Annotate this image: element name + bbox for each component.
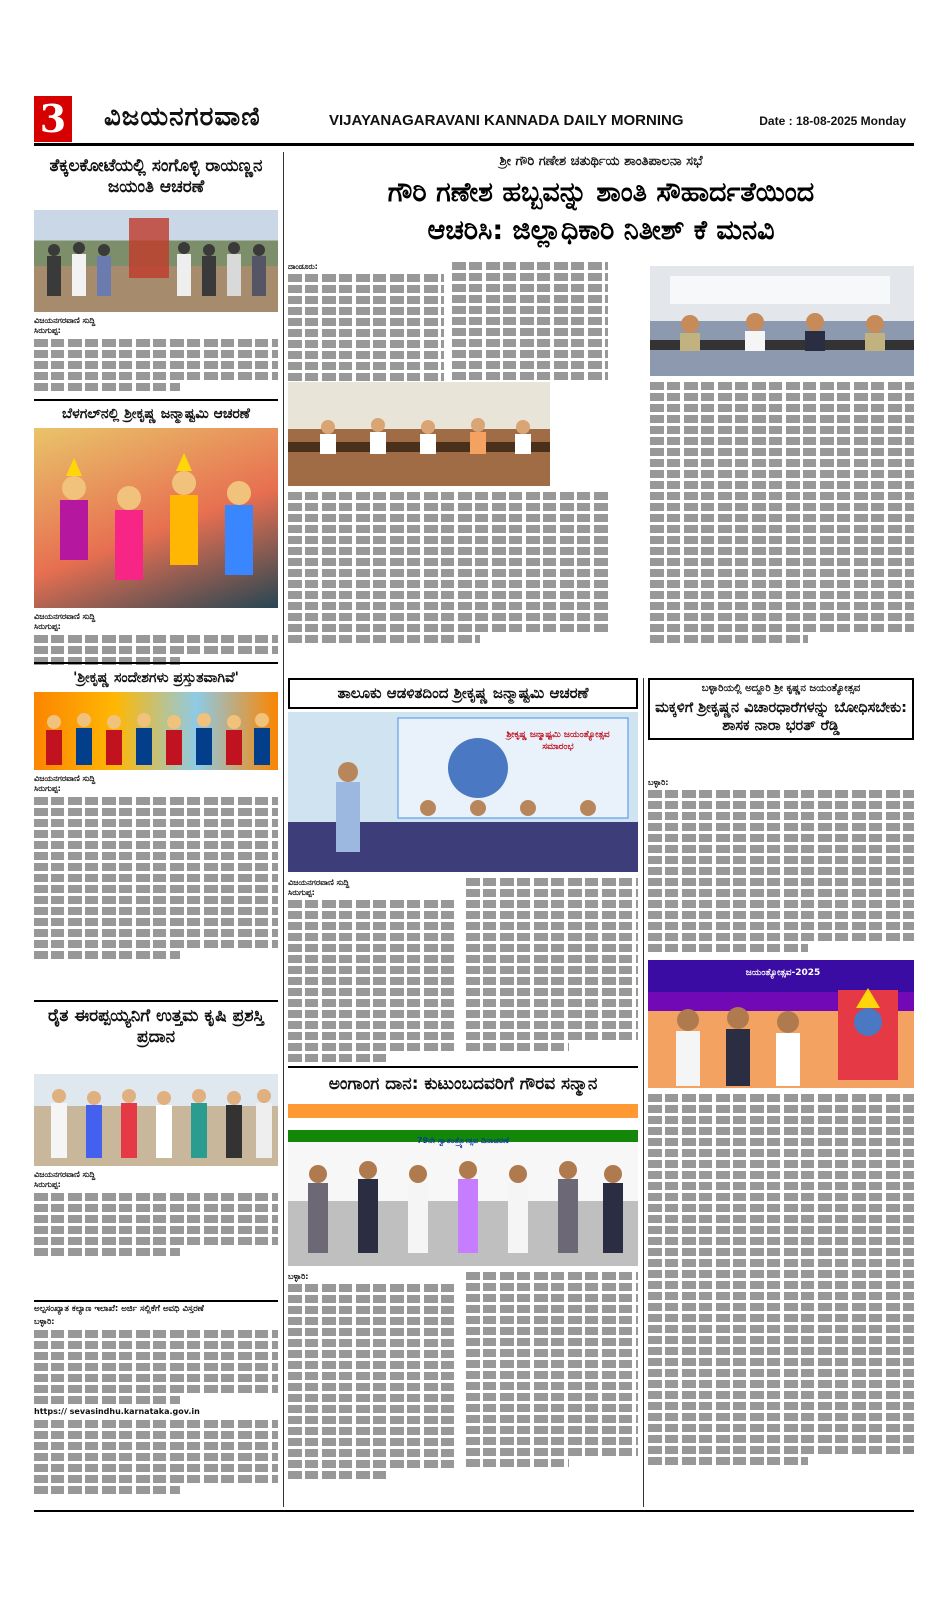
center-column: [288, 678, 638, 1507]
krishna-celebration-body-1: [288, 900, 458, 1062]
notice-dateline: ಬಳ್ಳಾರಿ:: [34, 1317, 55, 1326]
lead-meeting-photo-2: [650, 266, 914, 376]
paper-date: Date : 18-08-2025 Monday: [759, 114, 906, 128]
lead-story-header: [288, 152, 914, 252]
story-rayanna: [34, 152, 278, 335]
krishna-celebration-headline: ತಾಲೂಕು ಆಡಳಿತದಿಂದ ಶ್ರೀಕೃಷ್ಣ ಜನ್ಮಾಷ್ಟಮಿ ಆಚರಣೆ: [288, 678, 638, 709]
story-krishna-message: [34, 668, 278, 793]
right-story-photo: [648, 960, 914, 1088]
column-separator: [283, 152, 284, 1507]
right-story-dateline: ಬಳ್ಳಾರಿ:: [648, 778, 669, 787]
left-column: [34, 152, 278, 1507]
notice-body-2: [34, 1420, 278, 1494]
story-belagal-dateline: ಸಿರುಗುಪ್ಪ:: [34, 622, 61, 631]
column-separator: [643, 678, 644, 1507]
right-story-kicker: ಬಳ್ಳಾರಿಯಲ್ಲಿ ಅದ್ದೂರಿ ಶ್ರೀ ಕೃಷ್ಣನ ಜಯಂತ್ಯೋತ್ಸವ: [701, 683, 861, 694]
krishna-celebration-body-2: [466, 878, 638, 1051]
krishna-celebration-byline: ವಿಜಯನಗರವಾಣಿ ಸುದ್ದಿ: [288, 878, 350, 887]
officials-illustration: [650, 266, 914, 376]
page-number: 3: [34, 96, 72, 142]
farmer-award-photo: [34, 1074, 278, 1166]
story-belagal: [34, 404, 278, 631]
puja-illustration: [648, 960, 914, 1088]
lead-headline-line2: ಆಚರಿಸಿ: ಜಿಲ್ಲಾಧಿಕಾರಿ ನಿತೀಶ್ ಕೆ ಮನವಿ: [427, 215, 775, 246]
right-story-body-1: [648, 790, 914, 952]
right-column: [648, 678, 914, 1507]
notice-minority-welfare: [34, 1304, 278, 1497]
notice-link[interactable]: https:// sevasindhu.karnataka.gov.in: [34, 1407, 200, 1416]
rayanna-photo: [34, 210, 278, 312]
stage-banner-text: ಶ್ರೀಕೃಷ್ಣ ಜನ್ಮಾಷ್ಟಮಿ ಜಯಂತ್ಯೋತ್ಸವ ಸಮಾರಂಭ: [506, 730, 610, 752]
story-farmer-award-byline: ವಿಜಯನಗರವಾಣಿ ಸುದ್ದಿ: [34, 1170, 96, 1179]
right-story-headline: ಮಕ್ಕಳಿಗೆ ಶ್ರೀಕೃಷ್ಣನ ವಿಚಾರಧಾರೆಗಳನ್ನು ಬೋಧಿಸಬೇಕು: ಶಾಸಕ ನಾರಾ ಭರತ್ ರೆಡ್ಡಿ: [655, 699, 907, 734]
masthead: [34, 96, 914, 146]
lead-body-right: [650, 382, 914, 643]
students-illustration: [34, 692, 278, 770]
story-rayanna-byline: ವಿಜಯನಗರವಾಣಿ ಸುದ್ದಿ: [34, 316, 96, 325]
divider: [34, 662, 278, 664]
children-illustration: [34, 428, 278, 608]
story-farmer-award: [34, 1004, 278, 1189]
organ-donation-body-2: [466, 1272, 638, 1467]
peace-meeting-illustration: [288, 382, 550, 486]
divider: [34, 1000, 278, 1002]
lead-dateline: ದಾಂಡೂರು:: [288, 262, 318, 271]
organ-donation-headline: ಅಂಗಾಂಗ ದಾನ: ಕುಟುಂಬದವರಿಗೆ ಗೌರವ ಸನ್ಮಾನ: [328, 1074, 598, 1094]
lead-body-col1: [288, 274, 444, 381]
lead-headline-line1: ಗೌರಿ ಗಣೇಶ ಹಬ್ಬವನ್ನು ಶಾಂತಿ ಸೌಹಾರ್ದತೆಯಿಂದ: [387, 177, 815, 209]
divider: [34, 1300, 278, 1302]
story-rayanna-body: [34, 339, 278, 391]
story-belagal-body: [34, 635, 278, 665]
paper-name: ವಿಜಯನಗರವಾಣಿ: [104, 102, 261, 132]
story-rayanna-headline: ತೆಕ್ಕಲಕೋಟೆಯಲ್ಲಿ ಸಂಗೊಳ್ಳಿ ರಾಯಣ್ಣನ ಜಯಂತಿ ಆಚರಣೆ: [49, 156, 263, 198]
organ-donation-dateline: ಬಳ್ಳಾರಿ:: [288, 1272, 309, 1281]
story-farmer-award-headline: ರೈತ ಈರಪ್ಪಯ್ಯನಿಗೆ ಉತ್ತಮ ಕೃಷಿ ಪ್ರಶಸ್ತಿ ಪ್ರದಾನ: [47, 1006, 265, 1048]
notice-headline: ಅಲ್ಪಸಂಖ್ಯಾತ ಕಲ್ಯಾಣ ಇಲಾಖೆ: ಅರ್ಜಿ ಸಲ್ಲಿಕೆಗೆ ಅವಧಿ ವಿಸ್ತರಣೆ: [34, 1304, 204, 1314]
story-farmer-award-body: [34, 1193, 278, 1256]
story-rayanna-dateline: ಸಿರುಗುಪ್ಪ:: [34, 326, 61, 335]
lead-story-body: [288, 262, 914, 674]
lead-meeting-photo-1: [288, 382, 550, 486]
felicitation-illustration: [288, 1104, 638, 1266]
divider: [34, 399, 278, 401]
right-photo-banner: ಜಯಂತ್ಯೋತ್ಸವ-2025: [745, 968, 821, 978]
story-belagal-headline: ಬೆಳಗಲ್‌ನಲ್ಲಿ ಶ್ರೀಕೃಷ್ಣ ಜನ್ಮಾಷ್ಟಮಿ ಆಚರಣೆ: [62, 406, 250, 422]
paper-subtitle: VIJAYANAGARAVANI KANNADA DAILY MORNING: [329, 112, 684, 129]
krishna-celebration-photo: [288, 712, 638, 872]
lead-body-lower: [288, 492, 608, 643]
krishna-message-photo: [34, 692, 278, 770]
lead-body-col2: [452, 262, 608, 380]
story-krishna-message-body: [34, 797, 278, 959]
story-farmer-award-dateline: ಸಿರುಗುಪ್ಪ:: [34, 1180, 61, 1189]
story-krishna-message-dateline: ಸಿರುಗುಪ್ಪ:: [34, 784, 61, 793]
award-ceremony-illustration: [34, 1074, 278, 1166]
footer-rule: [34, 1510, 914, 1512]
lead-kicker: ಶ್ರೀ ಗೌರಿ ಗಣೇಶ ಚತುರ್ಥಿಯ ಶಾಂತಿಪಾಲನಾ ಸಭೆ: [499, 154, 703, 169]
notice-body: [34, 1330, 278, 1404]
group-photo-illustration: [34, 210, 278, 312]
stage-banner-79: 79ನೇ ಸ್ವಾತಂತ್ರ್ಯೋತ್ಸವ ದಿನಾಚರಣೆ: [417, 1136, 509, 1145]
krishna-kids-photo: [34, 428, 278, 608]
story-krishna-message-byline: ವಿಜಯನಗರವಾಣಿ ಸುದ್ದಿ: [34, 774, 96, 783]
right-story-header: [648, 678, 914, 740]
organ-donation-photo: [288, 1104, 638, 1266]
story-krishna-message-headline: 'ಶ್ರೀಕೃಷ್ಣ ಸಂದೇಶಗಳು ಪ್ರಸ್ತುತವಾಗಿವೆ': [73, 670, 239, 686]
story-belagal-byline: ವಿಜಯನಗರವಾಣಿ ಸುದ್ದಿ: [34, 612, 96, 621]
krishna-celebration-dateline: ಸಿರುಗುಪ್ಪ:: [288, 888, 315, 897]
right-story-body-2: [648, 1094, 914, 1465]
divider: [288, 1066, 638, 1068]
organ-donation-body-1: [288, 1284, 458, 1479]
